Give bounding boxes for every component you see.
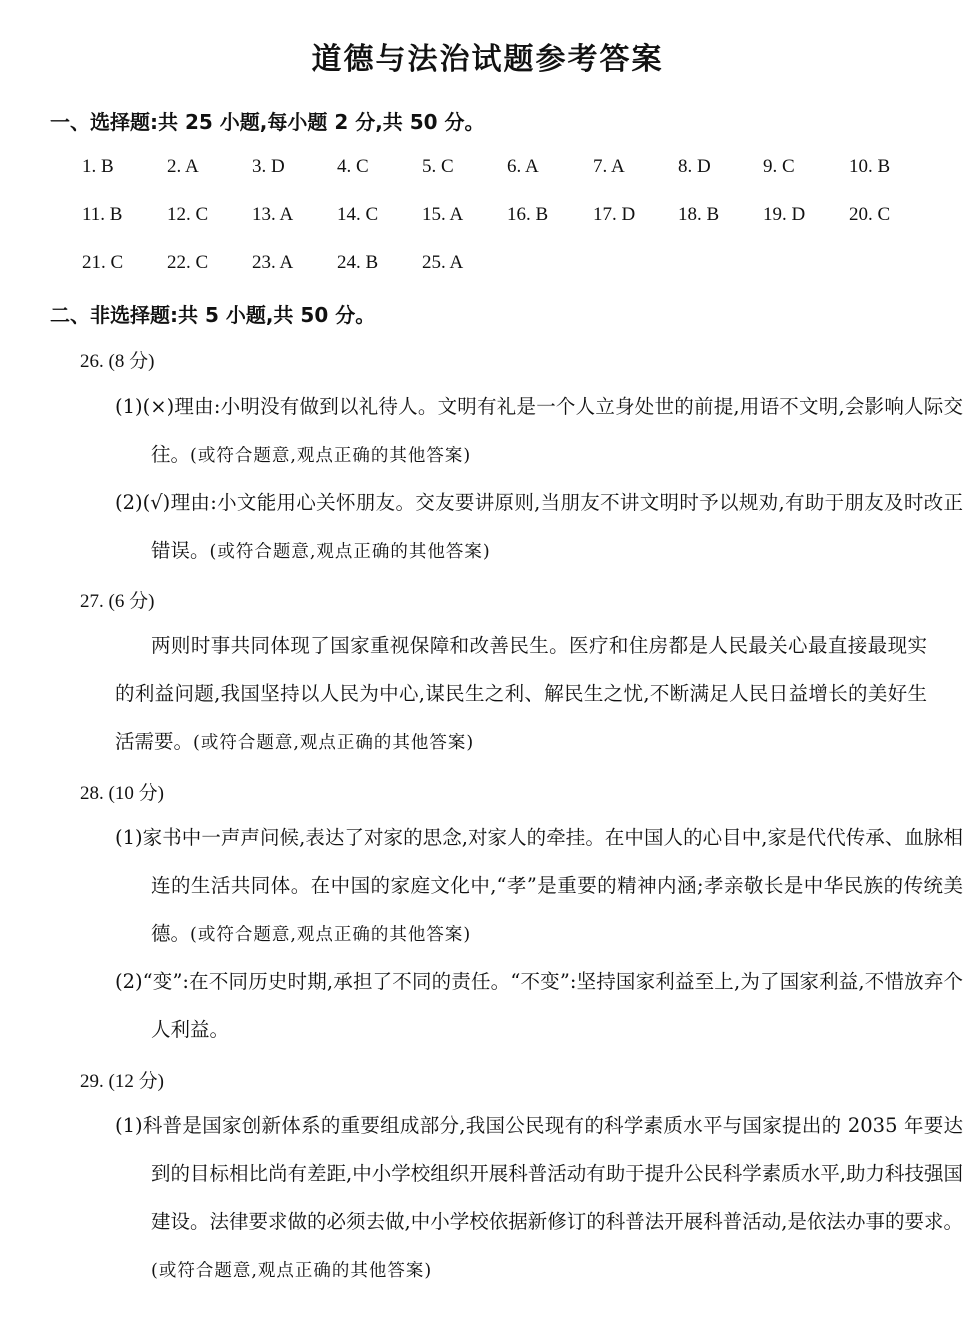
answer-row-1 bbox=[82, 155, 942, 203]
answer-item: 9. C bbox=[763, 156, 795, 177]
answer-row-2 bbox=[82, 203, 942, 251]
answer-item: 6. A bbox=[507, 156, 539, 177]
answer-note: (或符合题意,观点正确的其他答案) bbox=[190, 925, 472, 945]
answer-item: 12. C bbox=[167, 204, 209, 225]
answer-item: 11. B bbox=[82, 204, 123, 225]
question-27-head: 27. (6 分) bbox=[80, 591, 155, 612]
answer-item: 25. A bbox=[422, 252, 464, 273]
answer-item: 3. D bbox=[252, 156, 285, 177]
question-28-head: 28. (10 分) bbox=[80, 783, 164, 804]
answer-item: 14. C bbox=[337, 204, 379, 225]
question-26-part-2 bbox=[115, 479, 963, 576]
answer-item: 16. B bbox=[507, 204, 549, 225]
answer-item: 22. C bbox=[167, 252, 209, 273]
answer-item: 10. B bbox=[849, 156, 891, 177]
answer-item: 20. C bbox=[849, 204, 891, 225]
answer-text: (2)(√)理由:小文能用心关怀朋友。交友要讲原则,当朋友不讲文明时予以规劝,有助于朋友及时改正错误。 bbox=[115, 491, 963, 562]
answer-row-3 bbox=[82, 251, 942, 299]
question-27-answer bbox=[115, 622, 927, 767]
answer-item: 4. C bbox=[337, 156, 369, 177]
question-26-part-1 bbox=[115, 383, 963, 480]
answer-item: 18. B bbox=[678, 204, 720, 225]
answer-item: 2. A bbox=[167, 156, 199, 177]
answer-item: 21. C bbox=[82, 252, 124, 273]
answer-text: 两则时事共同体现了国家重视保障和改善民生。医疗和住房都是人民最关心最直接最现实的利益问题,我国坚持以人民为中心,谋民生之利、解民生之忧,不断满足人民日益增长的美好生活需要。 bbox=[115, 634, 927, 753]
section-2-heading: 二、非选择题:共 5 小题,共 50 分。 bbox=[50, 303, 376, 327]
answer-item: 13. A bbox=[252, 204, 294, 225]
answer-text: (1)科普是国家创新体系的重要组成部分,我国公民现有的科学素质水平与国家提出的 2035 年要达到的目标相比尚有差距,中小学校组织开展科普活动有助于提升公民科学素质水平,助力科技强国建设。法律要求做的必须去做,中小学校依据新修订的科普法开展科普活动,是依法办事的要求。 bbox=[115, 1114, 963, 1233]
answer-note: (或符合题意,观点正确的其他答案) bbox=[209, 542, 491, 562]
question-29-head: 29. (12 分) bbox=[80, 1071, 164, 1092]
answer-text: (1)(×)理由:小明没有做到以礼待人。文明有礼是一个人立身处世的前提,用语不文明,会影响人际交往。 bbox=[115, 395, 963, 466]
answer-note: (或符合题意,观点正确的其他答案) bbox=[151, 1261, 433, 1281]
answer-item: 19. D bbox=[763, 204, 806, 225]
answer-item: 17. D bbox=[593, 204, 636, 225]
answer-text: (2)“变”:在不同历史时期,承担了不同的责任。“不变”:坚持国家利益至上,为了国家利益,不惜放弃个人利益。 bbox=[115, 970, 963, 1041]
question-28-part-2 bbox=[115, 958, 963, 1054]
answer-note: (或符合题意,观点正确的其他答案) bbox=[193, 733, 475, 753]
section-1-heading: 一、选择题:共 25 小题,每小题 2 分,共 50 分。 bbox=[50, 110, 485, 134]
answer-item: 1. B bbox=[82, 156, 114, 177]
question-28-part-1 bbox=[115, 814, 963, 959]
answer-item: 5. C bbox=[422, 156, 454, 177]
answer-item: 23. A bbox=[252, 252, 294, 273]
answer-text: (1)家书中一声声问候,表达了对家的思念,对家人的牵挂。在中国人的心目中,家是代代传承、血脉相连的生活共同体。在中国的家庭文化中,“孝”是重要的精神内涵;孝亲敬长是中华民族的传统美德。 bbox=[115, 826, 963, 945]
question-29-part-1 bbox=[115, 1102, 963, 1295]
answer-item: 24. B bbox=[337, 252, 379, 273]
page-title: 道德与法治试题参考答案 bbox=[311, 42, 664, 77]
answer-item: 8. D bbox=[678, 156, 711, 177]
answer-item: 7. A bbox=[593, 156, 625, 177]
answer-note: (或符合题意,观点正确的其他答案) bbox=[190, 446, 472, 466]
answer-grid bbox=[82, 155, 942, 299]
answer-item: 15. A bbox=[422, 204, 464, 225]
question-26-head: 26. (8 分) bbox=[80, 351, 155, 372]
